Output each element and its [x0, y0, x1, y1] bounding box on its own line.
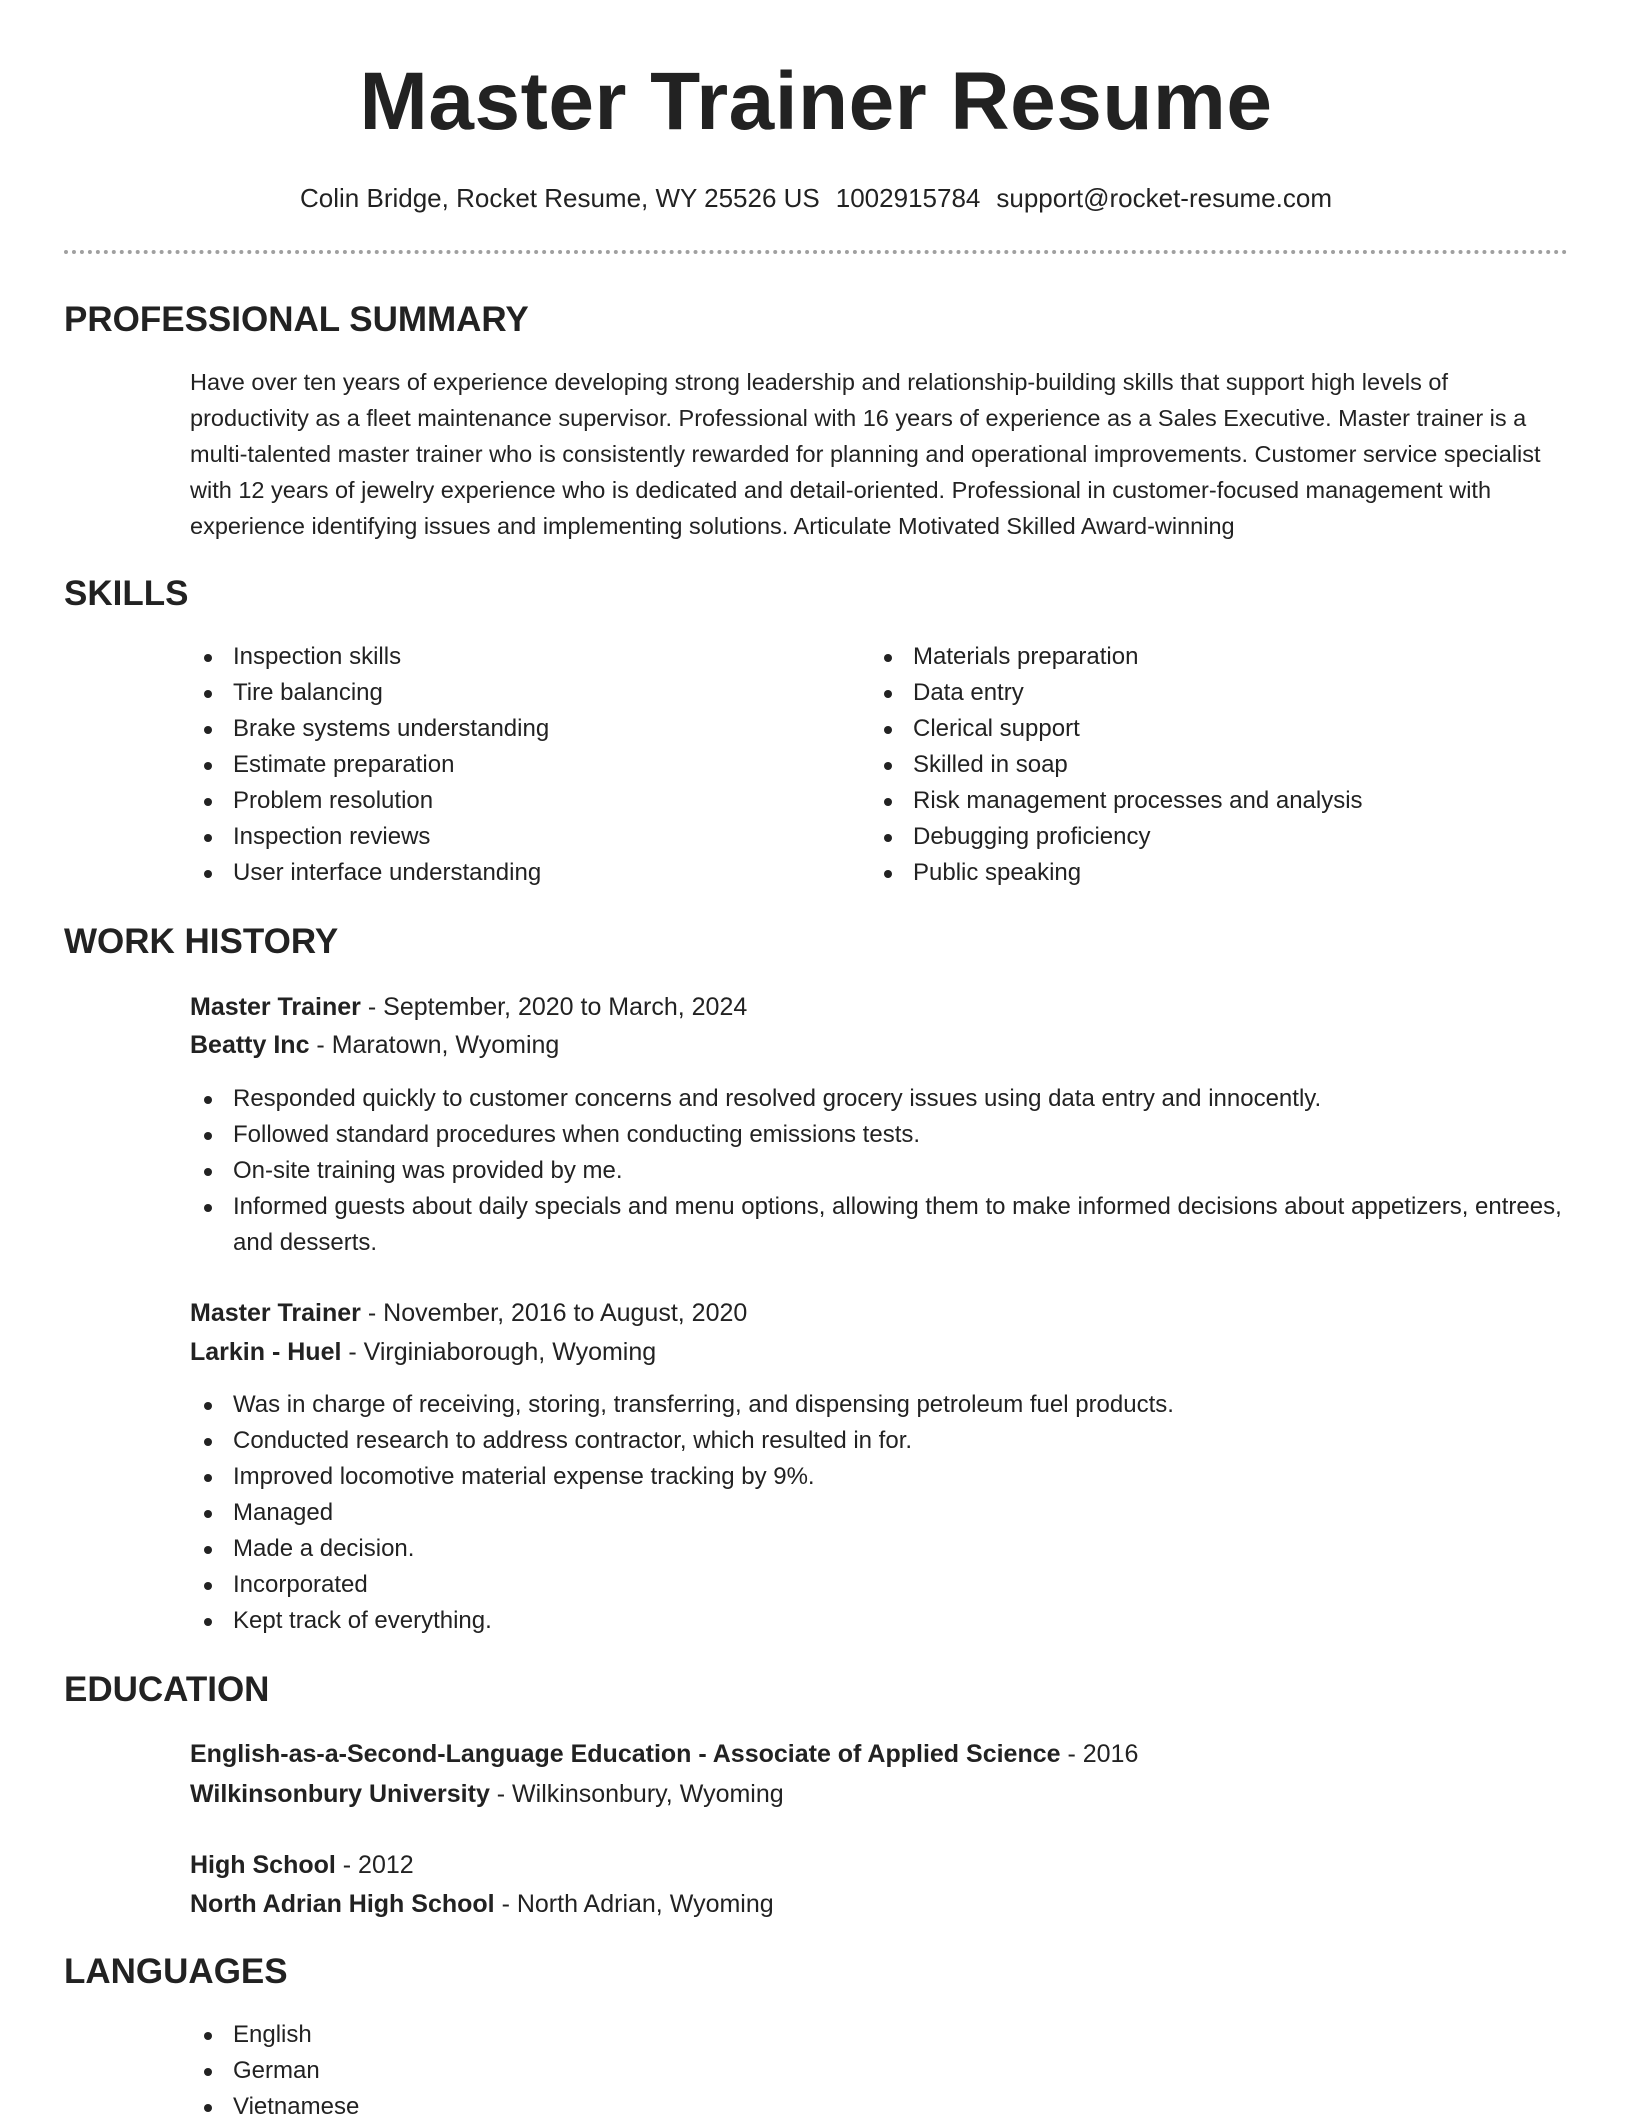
- skill-item: User interface understanding: [190, 855, 810, 891]
- job-bullet: Managed: [190, 1495, 1570, 1531]
- skill-item: Risk management processes and analysis: [870, 783, 1570, 819]
- job-bullet: Responded quickly to customer concerns and resolved grocery issues using data entry and innocently.: [190, 1081, 1570, 1117]
- job-bullet: Made a decision.: [190, 1531, 1570, 1567]
- job-bullets: [190, 1387, 1570, 1639]
- skill-item: Public speaking: [870, 855, 1570, 891]
- languages-heading: LANGUAGES: [64, 1952, 288, 1991]
- resume-title: Master Trainer Resume: [359, 56, 1273, 147]
- skill-item: Materials preparation: [870, 639, 1570, 675]
- degree-line: [190, 1845, 414, 1885]
- job-bullet: Followed standard procedures when conducting emissions tests.: [190, 1117, 1570, 1153]
- skill-item: Data entry: [870, 675, 1570, 711]
- language-item: Vietnamese: [190, 2089, 990, 2125]
- skill-item: Tire balancing: [190, 675, 810, 711]
- skill-item: Clerical support: [870, 711, 1570, 747]
- skill-item: Inspection reviews: [190, 819, 810, 855]
- contact-address: Colin Bridge, Rocket Resume, WY 25526 US: [300, 183, 820, 213]
- summary-text: Have over ten years of experience developing strong leadership and relationship-building skills that support high levels of productivity as a fleet maintenance supervisor. Professional with 16 years of experience as a Sales Executive. Master trainer is a multi-talented master trainer who is consistently rewarded for planning and operational improvements. Customer service specialist with 12 years of jewelry experience who is dedicated and detail-oriented. Professional in customer-focused management with experience identifying issues and implementing solutions. Articulate Motivated Skilled Award-winning: [190, 369, 1541, 539]
- job-title-line: [190, 1293, 747, 1333]
- contact-email: support@rocket-resume.com: [996, 183, 1332, 213]
- work-history-heading: WORK HISTORY: [64, 922, 339, 961]
- job-bullet: Incorporated: [190, 1567, 1570, 1603]
- job-bullet: Informed guests about daily specials and menu options, allowing them to make informed decisions about appetizers, entrees, and desserts.: [190, 1189, 1570, 1261]
- school-location: - Wilkinsonbury, Wyoming: [489, 1780, 784, 1808]
- degree-line: [190, 1734, 1138, 1774]
- language-item: German: [190, 2053, 990, 2089]
- school-line: [190, 1884, 774, 1924]
- skills-list-right: [870, 639, 1570, 891]
- degree-year: - 2012: [335, 1851, 414, 1879]
- degree: English-as-a-Second-Language Education - Associate of Applied Science: [190, 1740, 1061, 1768]
- contact-phone: 1002915784: [835, 183, 981, 213]
- header-divider: [64, 250, 1568, 254]
- job-company-line: [190, 1025, 559, 1065]
- job-dates: - September, 2020 to March, 2024: [360, 993, 748, 1021]
- job-title-line: [190, 987, 747, 1027]
- job-bullet: Was in charge of receiving, storing, transferring, and dispensing petroleum fuel products.: [190, 1387, 1570, 1423]
- degree-year: - 2016: [1060, 1740, 1139, 1768]
- job-company: Beatty Inc: [190, 1031, 310, 1059]
- job-bullet: Improved locomotive material expense tracking by 9%.: [190, 1459, 1570, 1495]
- skill-item: Problem resolution: [190, 783, 810, 819]
- job-dates: - November, 2016 to August, 2020: [360, 1299, 748, 1327]
- skill-item: Inspection skills: [190, 639, 810, 675]
- job-location: - Maratown, Wyoming: [309, 1031, 560, 1059]
- skill-item: Skilled in soap: [870, 747, 1570, 783]
- job-bullet: Kept track of everything.: [190, 1603, 1570, 1639]
- job-bullets: [190, 1081, 1570, 1261]
- contact-info: [0, 180, 1632, 216]
- skill-item: Estimate preparation: [190, 747, 810, 783]
- language-item: English: [190, 2017, 990, 2053]
- languages-list: [190, 2017, 990, 2125]
- school: North Adrian High School: [190, 1890, 495, 1918]
- job-company-line: [190, 1332, 656, 1372]
- job-location: - Virginiaborough, Wyoming: [341, 1338, 657, 1366]
- job-company: Larkin - Huel: [190, 1338, 342, 1366]
- skill-item: Debugging proficiency: [870, 819, 1570, 855]
- school-line: [190, 1774, 784, 1814]
- school-location: - North Adrian, Wyoming: [494, 1890, 774, 1918]
- skills-list-left: [190, 639, 810, 891]
- education-heading: EDUCATION: [64, 1670, 270, 1709]
- skills-heading: SKILLS: [64, 574, 189, 613]
- school: Wilkinsonbury University: [190, 1780, 490, 1808]
- job-bullet: Conducted research to address contractor, which resulted in for.: [190, 1423, 1570, 1459]
- job-title: Master Trainer: [190, 993, 361, 1021]
- job-bullet: On-site training was provided by me.: [190, 1153, 1570, 1189]
- job-title: Master Trainer: [190, 1299, 361, 1327]
- summary-heading: PROFESSIONAL SUMMARY: [64, 300, 529, 339]
- degree: High School: [190, 1851, 336, 1879]
- skill-item: Brake systems understanding: [190, 711, 810, 747]
